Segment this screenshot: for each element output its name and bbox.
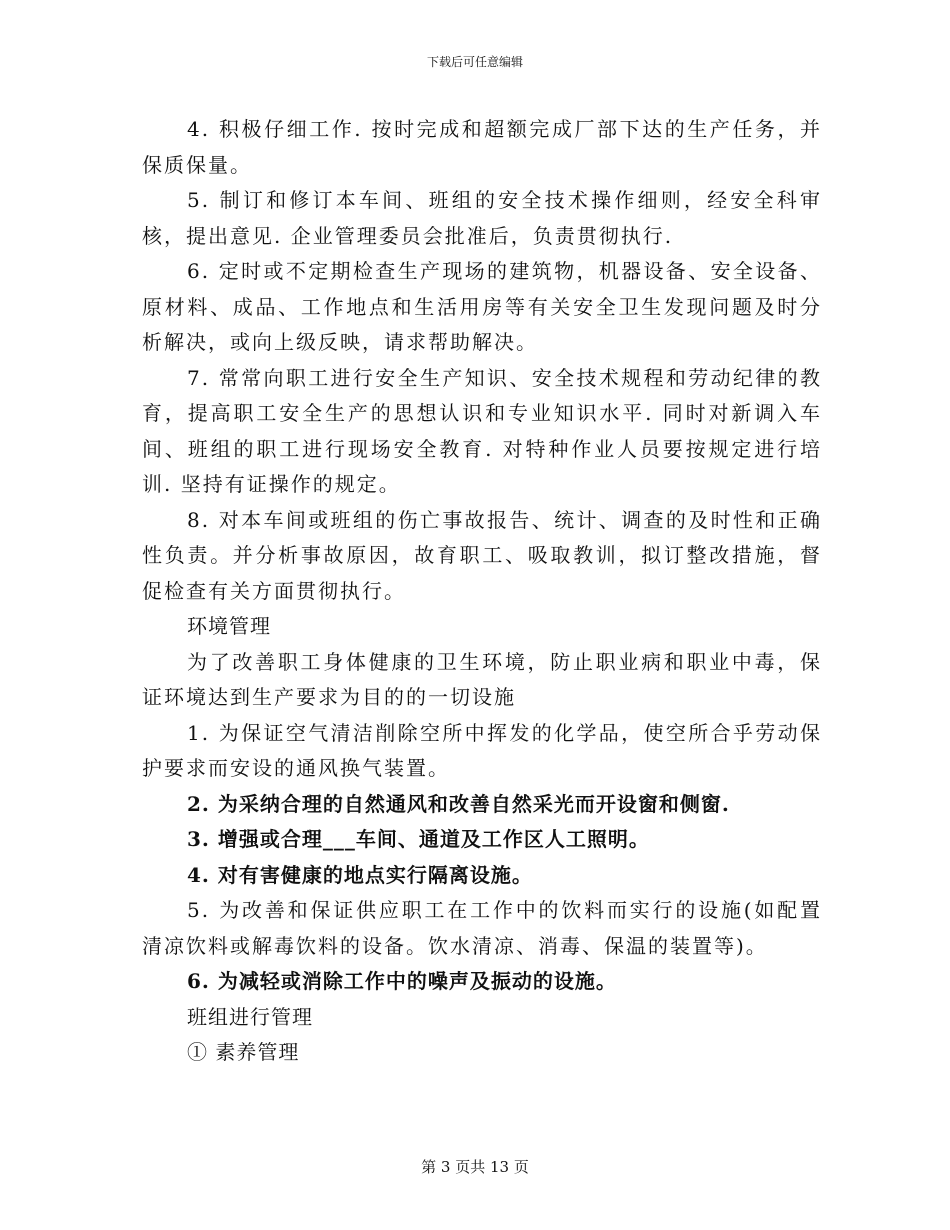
paragraph-environment-intro: 为了改善职工身体健康的卫生环境，防止职业病和职业中毒，保证环境达到生产要求为目的的一切设施	[142, 649, 822, 709]
paragraph-env-4: 4. 对有害健康的地点实行隔离设施。	[187, 862, 533, 887]
paragraph-item-8: 8. 对本车间或班组的伤亡事故报告、统计、调查的及时性和正确性负责。并分析事故原因，故育职工、吸取教训，拟订整改措施，督促检查有关方面贯彻执行。	[142, 507, 822, 603]
paragraph-item-7: 7. 常常向职工进行安全生产知识、安全技术规程和劳动纪律的教育，提高职工安全生产的思想认识和专业知识水平. 同时对新调入车间、班组的职工进行现场安全教育. 对特种作业人员要按规定进行培训. 坚持有证操作的规定。	[142, 365, 822, 496]
paragraph-env-1: 1. 为保证空气清洁削除空所中挥发的化学品，使空所合乎劳动保护要求而安设的通风换气装置。	[142, 720, 822, 780]
paragraph-item-6: 6. 定时或不定期检查生产现场的建筑物，机器设备、安全设备、原材料、成品、工作地点和生活用房等有关安全卫生发现问题及时分析解决，或向上级反映，请求帮助解决。	[142, 259, 822, 354]
paragraph-env-3: 3. 增强或合理___车间、通道及工作区人工照明。	[187, 827, 650, 851]
section-heading-environment: 环境管理	[187, 614, 271, 638]
subsection-heading-literacy: ① 素养管理	[187, 1040, 300, 1064]
page-number-footer: 第 3 页共 13 页	[421, 1158, 529, 1176]
paragraph-env-5: 5. 为改善和保证供应职工在工作中的饮料而实行的设施(如配置清凉饮料或解毒饮料的设备。饮水清凉、消毒、保温的装置等)。	[142, 898, 822, 958]
document-body	[142, 112, 822, 1071]
paragraph-env-6: 6. 为减轻或消除工作中的噪声及振动的设施。	[187, 969, 617, 993]
paragraph-item-4: 4. 积极仔细工作. 按时完成和超额完成厂部下达的生产任务，并保质保量。	[142, 117, 822, 177]
section-heading-team: 班组进行管理	[187, 1004, 313, 1029]
paragraph-item-5: 5. 制订和修订本车间、班组的安全技术操作细则，经安全科审核，提出意见. 企业管理委员会批准后，负责贯彻执行.	[142, 188, 822, 248]
paragraph-env-2: 2. 为采纳合理的自然通风和改善自然采光而开设窗和侧窗.	[187, 791, 730, 816]
page-header-note: 下载后可任意编辑	[426, 55, 523, 69]
